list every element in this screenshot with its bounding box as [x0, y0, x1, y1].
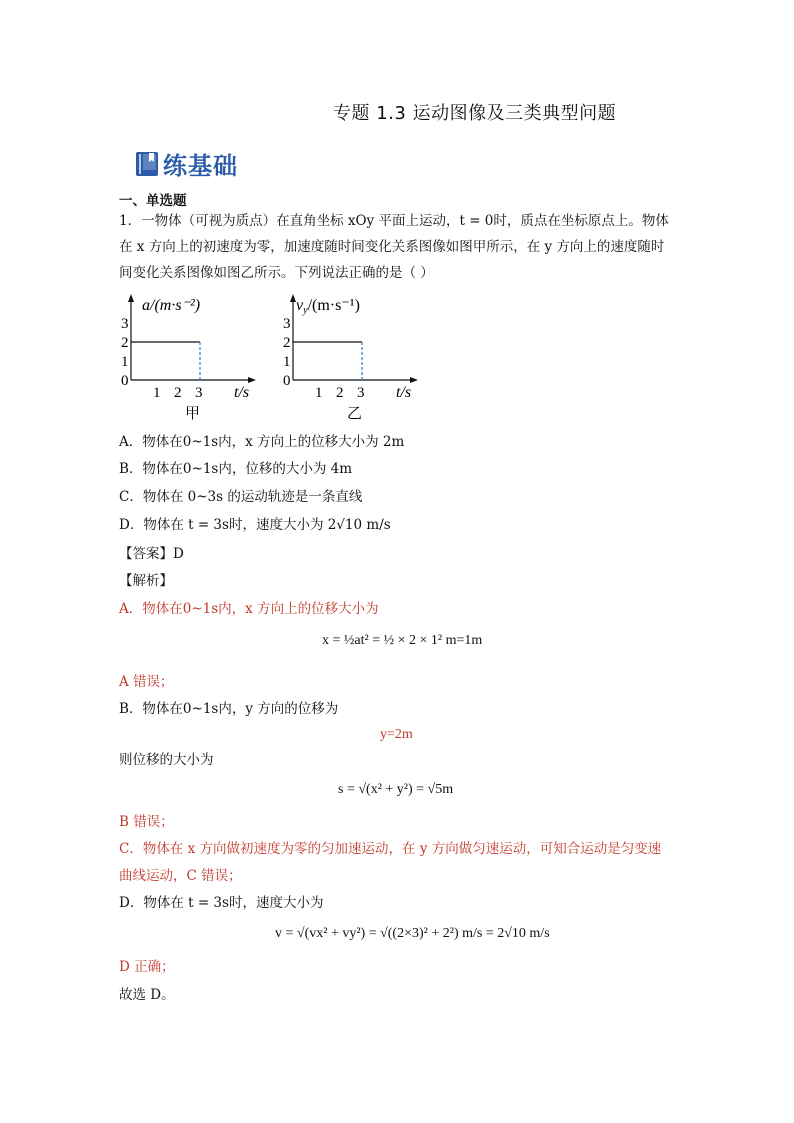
analysis-b-formula-1: y=2m: [380, 727, 413, 742]
x-tick-1: 1: [315, 385, 323, 401]
chart-left: [121, 294, 256, 422]
x-axis-label: t/s: [234, 384, 250, 401]
analysis-b-line-2: 则位移的大小为: [119, 752, 214, 768]
x-axis-arrow: [410, 377, 418, 383]
option-b: B．物体在0~1s内，位移的大小为 4m: [119, 461, 353, 477]
y-axis-label: vy/(m·s⁻¹): [296, 297, 360, 316]
section-banner: [135, 146, 238, 181]
analysis-c-line-2: 曲线运动，C 错误；: [119, 868, 242, 884]
caption-right: 乙: [347, 406, 363, 422]
answer: 【答案】D: [119, 546, 184, 562]
x-tick-2: 2: [174, 385, 182, 401]
x-tick-3: 3: [357, 385, 365, 401]
option-a: A．物体在0~1s内，x 方向上的位移大小为 2m: [119, 434, 405, 450]
y-tick-2: 2: [121, 335, 129, 351]
x-tick-2: 2: [336, 385, 344, 401]
analysis-c-line-1: C．物体在 x 方向做初速度为零的匀加速运动，在 y 方向做匀速运动，可知合运动是匀变速: [119, 841, 662, 857]
question-line-3: 间变化关系图像如图乙所示。下列说法正确的是（ ）: [119, 265, 434, 281]
y-tick-0: 0: [283, 373, 291, 389]
analysis-b-line: B．物体在0~1s内，y 方向的位移为: [119, 701, 339, 717]
y-tick-1: 1: [283, 354, 291, 370]
analysis-label: 【解析】: [119, 573, 173, 589]
analysis-d-formula: v = √(vx² + vy²) = √((2×3)² + 2²) m/s = 2√10 m/s: [275, 926, 550, 941]
question-line-1: 1．一物体（可视为质点）在直角坐标 xOy 平面上运动，t = 0时，质点在坐标原点上。物体: [119, 213, 669, 229]
option-d: D．物体在 t = 3s时，速度大小为 2√10 m/s: [119, 517, 391, 533]
analysis-a-formula: x = ½at² = ½ × 2 × 1² m=1m: [322, 633, 483, 648]
analysis-d-line: D．物体在 t = 3s时，速度大小为: [119, 895, 324, 911]
y-tick-2: 2: [283, 335, 291, 351]
y-tick-1: 1: [121, 354, 129, 370]
option-c: C．物体在 0~3s 的运动轨迹是一条直线: [119, 489, 363, 505]
y-tick-3: 3: [283, 316, 291, 332]
analysis-d-right: D 正确；: [119, 959, 175, 975]
analysis-b-formula-2: s = √(x² + y²) = √5m: [338, 782, 454, 797]
y-axis-label: a/(m·s⁻²): [142, 297, 201, 314]
y-axis-arrow: [128, 294, 134, 302]
y-tick-0: 0: [121, 373, 129, 389]
y-tick-3: 3: [121, 316, 129, 332]
x-tick-1: 1: [153, 385, 161, 401]
caption-left: 甲: [185, 406, 201, 422]
x-axis-arrow: [248, 377, 256, 383]
analysis-b-wrong: B 错误；: [119, 814, 174, 830]
book-icon: [135, 151, 159, 177]
analysis-a-wrong: A 错误；: [119, 674, 174, 690]
question-line-2: 在 x 方向上的初速度为零，加速度随时间变化关系图像如图甲所示，在 y 方向上的速度随时: [119, 239, 665, 255]
figure-charts: [110, 290, 440, 425]
section-heading: 一、单选题: [119, 193, 187, 209]
analysis-a-line: A．物体在0~1s内，x 方向上的位移大小为: [119, 601, 379, 617]
banner-text: 练基础: [163, 152, 238, 180]
x-tick-3: 3: [195, 385, 203, 401]
analysis-conclusion: 故选 D。: [119, 987, 175, 1003]
page-title: 专题 1.3 运动图像及三类典型问题: [333, 103, 617, 124]
x-axis-label: t/s: [396, 384, 412, 401]
chart-right: [283, 294, 418, 422]
